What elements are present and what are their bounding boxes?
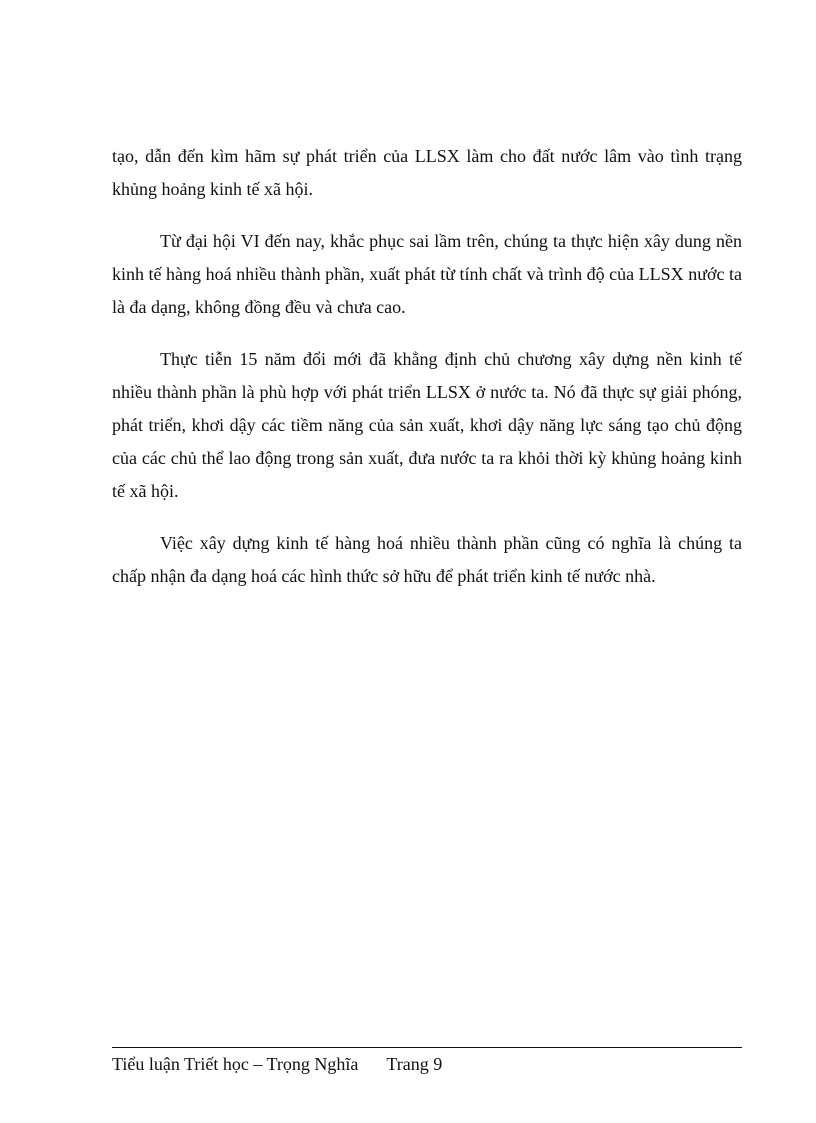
paragraph-1: tạo, dẫn đến kìm hãm sự phát triển của LLSX làm cho đất nước lâm vào tình trạng khủng hoảng kinh tế xã hội. — [112, 146, 742, 199]
paragraph-3: Thực tiễn 15 năm đổi mới đã khẳng định chủ chương xây dựng nền kinh tế nhiều thành phần là phù hợp với phát triển LLSX ở nước ta. Nó đã thực sự giải phóng, phát triển, khơi dậy các tiềm năng của sản xuất, khơi dậy năng lực sáng tạo chủ động của các chủ thể lao động trong sản xuất, đưa nước ta ra khỏi thời kỳ khủng hoảng kinh tế xã hội. — [112, 349, 742, 501]
footer-divider — [112, 1047, 742, 1048]
footer-title: Tiểu luận Triết học – Trọng Nghĩa — [112, 1054, 359, 1074]
footer-page-number: Trang 9 — [386, 1054, 443, 1074]
page-footer — [112, 1052, 742, 1076]
paragraph-2: Từ đại hội VI đến nay, khắc phục sai lầm trên, chúng ta thực hiện xây dung nền kinh tế hàng hoá nhiều thành phần, xuất phát từ tính chất và trình độ của LLSX nước ta là đa dạng, không đồng đều và chưa cao. — [112, 231, 742, 317]
paragraph-4: Việc xây dựng kinh tế hàng hoá nhiều thành phần cũng có nghĩa là chúng ta chấp nhận đa dạng hoá các hình thức sở hữu để phát triển kinh tế nước nhà. — [112, 533, 742, 586]
document-body — [112, 140, 742, 612]
